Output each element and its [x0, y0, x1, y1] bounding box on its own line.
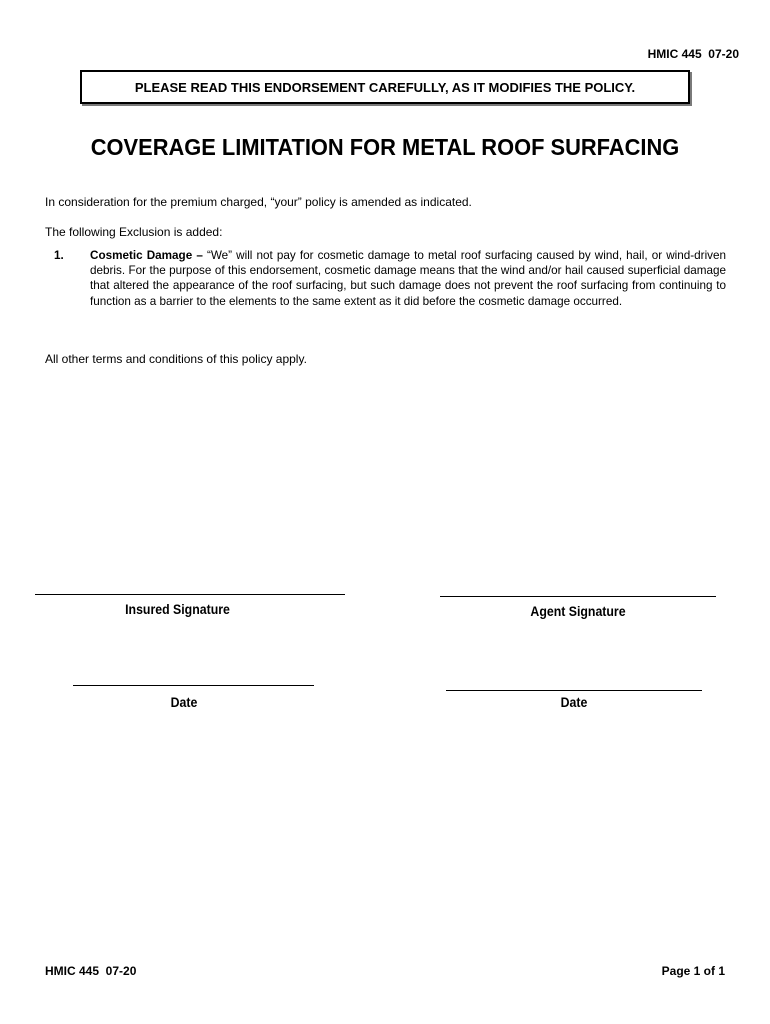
- document-title: COVERAGE LIMITATION FOR METAL ROOF SURFACING: [90, 134, 680, 160]
- agent-date-label: Date: [560, 694, 588, 710]
- form-id-header: HMIC 445 07-20: [647, 47, 739, 61]
- exclusion-list: [54, 248, 726, 309]
- form-id-footer: HMIC 445 07-20: [45, 964, 137, 978]
- endorsement-notice-text: PLEASE READ THIS ENDORSEMENT CAREFULLY, AS IT MODIFIES THE POLICY.: [134, 79, 636, 95]
- insured-date-label: Date: [170, 694, 198, 710]
- exclusion-number: 1.: [54, 249, 64, 262]
- exclusion-text: “We” will not pay for cosmetic damage to metal roof surfacing caused by wind, hail, or wind-driven debris. For the purpose of this endorsement, cosmetic damage means that the wind and/or hail caused superficial damage that altered the appearance of the roof surfacing, but such damage does not prevent the roof surfacing from continuing to function as a barrier to the elements to the same extent as it did before the cosmetic damage occurred.: [90, 249, 727, 308]
- agent-signature-label: Agent Signature: [530, 603, 626, 619]
- exclusion-intro: The following Exclusion is added:: [45, 225, 223, 239]
- endorsement-notice-box: [80, 70, 690, 104]
- exclusion-heading: Cosmetic Damage –: [90, 249, 203, 262]
- insured-date-line[interactable]: [73, 685, 314, 686]
- insured-signature-line[interactable]: [35, 594, 345, 595]
- agent-signature-line[interactable]: [440, 596, 716, 597]
- intro-paragraph: In consideration for the premium charged, “your” policy is amended as indicated.: [45, 195, 472, 209]
- exclusion-item: [54, 248, 726, 309]
- closing-paragraph: All other terms and conditions of this policy apply.: [45, 352, 307, 366]
- insured-signature-label: Insured Signature: [125, 601, 230, 617]
- agent-date-line[interactable]: [446, 690, 702, 691]
- page-number: Page 1 of 1: [661, 964, 725, 978]
